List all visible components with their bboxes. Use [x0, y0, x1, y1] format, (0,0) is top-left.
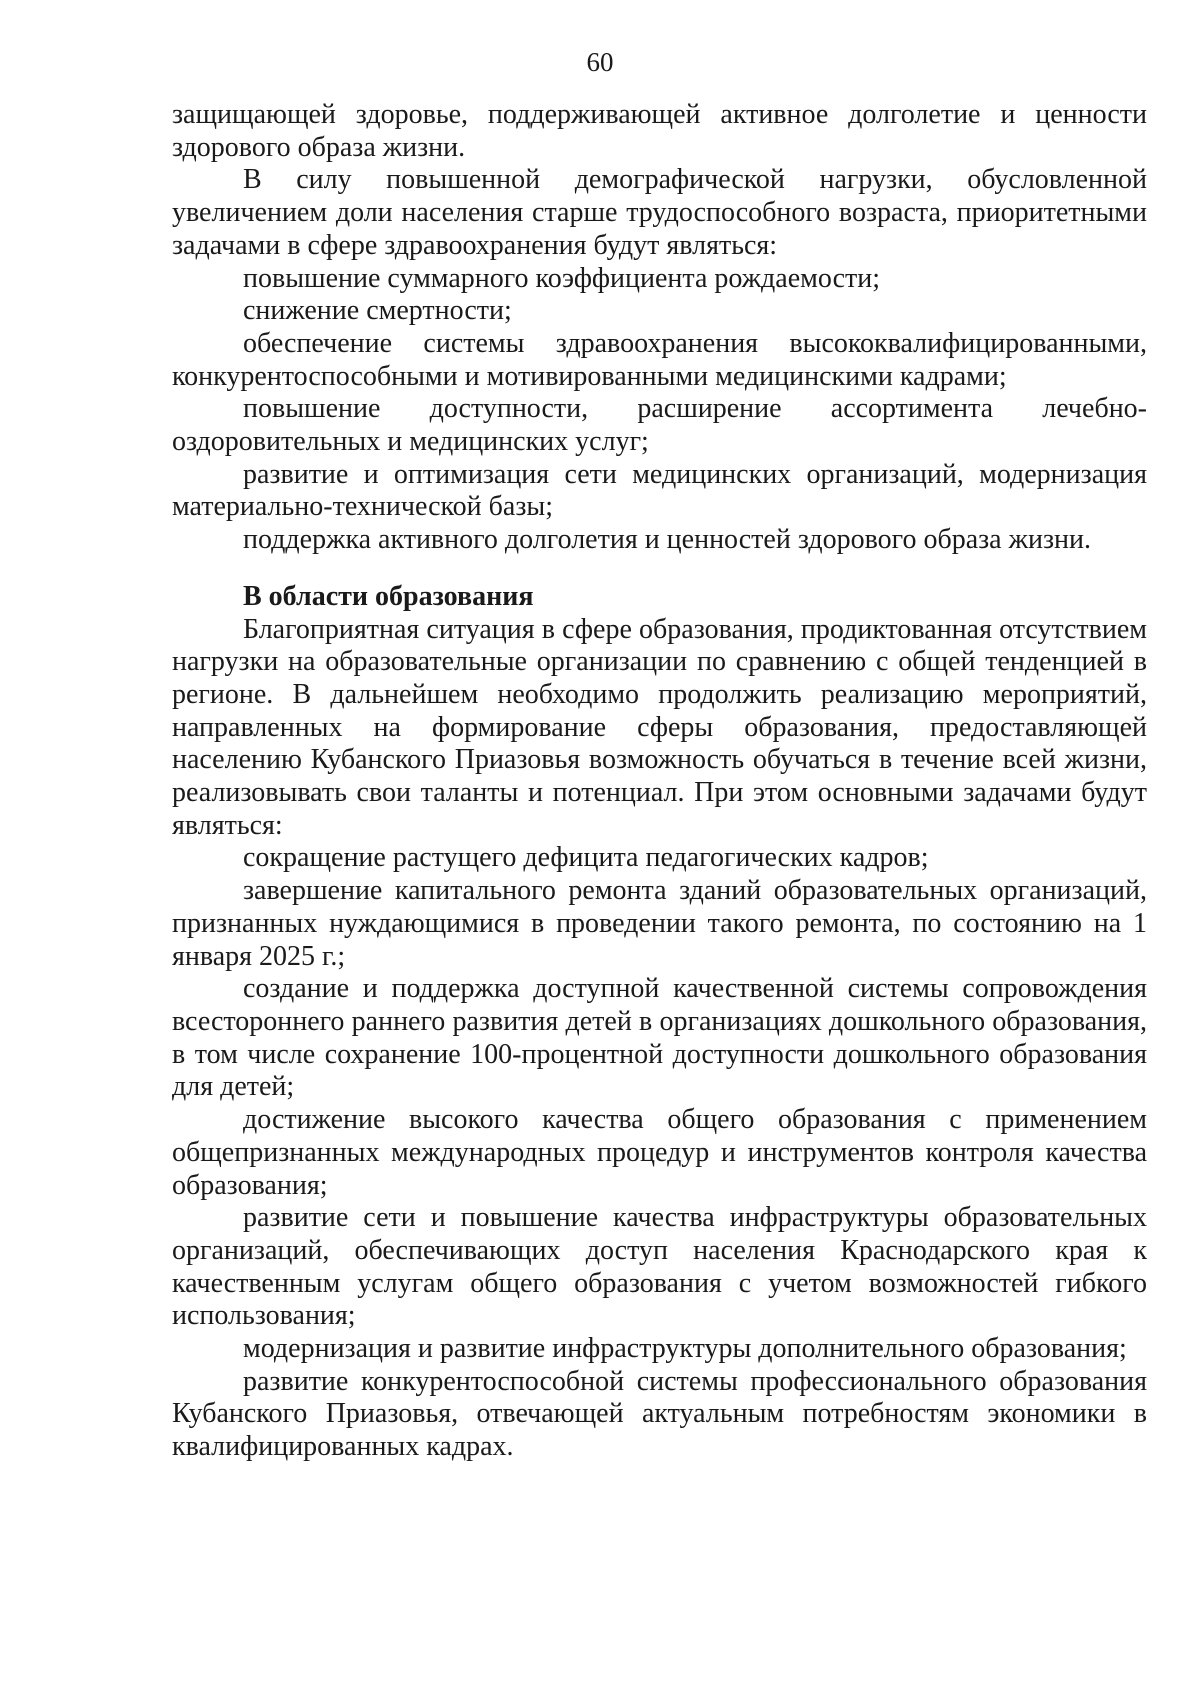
list-item-education: модернизация и развитие инфраструктуры дополнительного образования;	[243, 1333, 1127, 1365]
list-item-education: создание и поддержка доступной качественной системы сопровождения всестороннего раннего развития детей в организациях дошкольного образования, в том числе сохранение 100-процентной доступности дошкольного образования для детей;	[172, 973, 1147, 1103]
list-item-healthcare: обеспечение системы здравоохранения высококвалифицированными, конкурентоспособными и мотивированными медицинскими кадрами;	[172, 327, 1147, 392]
list-item-education: развитие конкурентоспособной системы профессионального образования Кубанского Приазовья, отвечающей актуальным потребностям экономики в квалифицированных кадрах.	[172, 1365, 1147, 1463]
list-item-healthcare: повышение доступности, расширение ассортимента лечебно-оздоровительных и медицинских услуг;	[172, 393, 1147, 458]
list-item-healthcare: развитие и оптимизация сети медицинских организаций, модернизация материально-технической базы;	[172, 458, 1147, 523]
page-number: 60	[586, 47, 614, 77]
paragraph-continuation: защищающей здоровье, поддерживающей активное долголетие и ценности здорового образа жизни.	[172, 99, 1147, 163]
paragraph-education-intro: Благоприятная ситуация в сфере образования, продиктованная отсутствием нагрузки на образовательные организации по сравнению с общей тенденцией в регионе. В дальнейшем необходимо продолжить реализацию мероприятий, направленных на формирование сферы образования, предоставляющей населению Кубанского Приазовья возможность обучаться в течение всей жизни, реализовывать свои таланты и потенциал. При этом основными задачами будут являться:	[172, 613, 1147, 841]
list-item-healthcare: повышение суммарного коэффициента рождаемости;	[243, 262, 880, 294]
list-item-education: развитие сети и повышение качества инфраструктуры образовательных организаций, обеспечивающих доступ населения Краснодарского края к качественным услугам общего образования с учетом возможностей гибкого использования;	[172, 1202, 1147, 1332]
paragraph-healthcare-intro: В силу повышенной демографической нагрузки, обусловленной увеличением доли населения старше трудоспособного возраста, приоритетными задачами в сфере здравоохранения будут являться:	[172, 164, 1147, 261]
list-item-education: достижение высокого качества общего образования с применением общепризнанных международных процедур и инструментов контроля качества образования;	[172, 1104, 1147, 1201]
section-heading-education: В области образования	[243, 580, 534, 612]
list-item-education: завершение капитального ремонта зданий образовательных организаций, признанных нуждающимися в проведении такого ремонта, по состоянию на 1 января 2025 г.;	[172, 875, 1147, 972]
list-item-education: сокращение растущего дефицита педагогических кадров;	[243, 842, 929, 874]
list-item-healthcare: поддержка активного долголетия и ценностей здорового образа жизни.	[243, 524, 1091, 556]
list-item-healthcare: снижение смертности;	[243, 295, 512, 327]
document-body	[172, 99, 1147, 1464]
